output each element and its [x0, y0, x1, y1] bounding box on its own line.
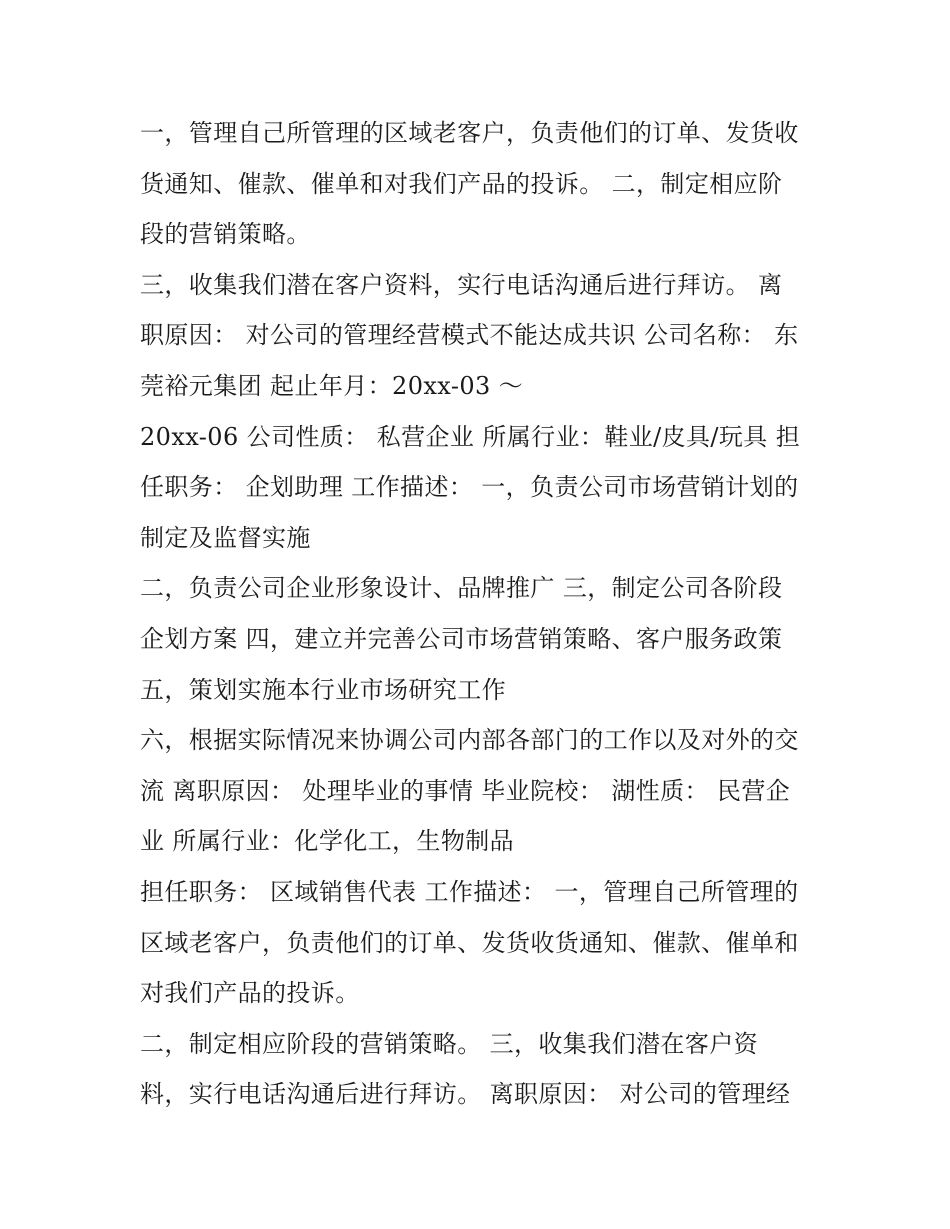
text-line: 莞裕元集团 起止年月：20xx-03 ～ — [140, 371, 524, 400]
text-line: 二，制定相应阶段的营销策略。 三，收集我们潜在客户资 — [140, 1029, 759, 1058]
text-line: 担任职务： 区域销售代表 工作描述： 一，管理自己所管理的 — [140, 877, 799, 906]
text-line: 制定及监督实施 — [140, 523, 311, 552]
text-line: 货通知、催款、催单和对我们产品的投诉。 二，制定相应阶 — [140, 169, 783, 198]
text-line: 企划方案 四，建立并完善公司市场营销策略、客户服务政策 — [140, 624, 783, 653]
body-text — [140, 108, 830, 1120]
text-line: 五，策划实施本行业市场研究工作 — [140, 675, 506, 704]
text-line: 区域老客户，负责他们的订单、发货收货通知、催款、催单和 — [140, 928, 799, 957]
text-line: 任职务： 企划助理 工作描述： 一，负责公司市场营销计划的 — [140, 473, 799, 502]
text-line: 一，管理自己所管理的区域老客户，负责他们的订单、发货收 — [140, 119, 799, 147]
text-line: 三，收集我们潜在客户资料，实行电话沟通后进行拜访。 离 — [140, 270, 783, 299]
text-line: 业 所属行业：化学化工，生物制品 — [140, 827, 515, 856]
text-line: 六，根据实际情况来协调公司内部各部门的工作以及对外的交 — [140, 726, 799, 755]
text-line: 二，负责公司企业形象设计、品牌推广 三，制定公司各阶段 — [140, 574, 783, 603]
text-line: 对我们产品的投诉。 — [140, 979, 360, 1008]
text-line: 料，实行电话沟通后进行拜访。 离职原因： 对公司的管理经 — [140, 1080, 791, 1109]
text-line: 流 离职原因： 处理毕业的事情 毕业院校： 湖性质： 民营企 — [140, 776, 791, 805]
text-line: 职原因： 对公司的管理经营模式不能达成共识 公司名称： 东 — [140, 321, 799, 350]
text-line: 20xx-06 公司性质： 私营企业 所属行业：鞋业/皮具/玩具 担 — [140, 422, 801, 451]
text-line: 段的营销策略。 — [140, 220, 311, 249]
